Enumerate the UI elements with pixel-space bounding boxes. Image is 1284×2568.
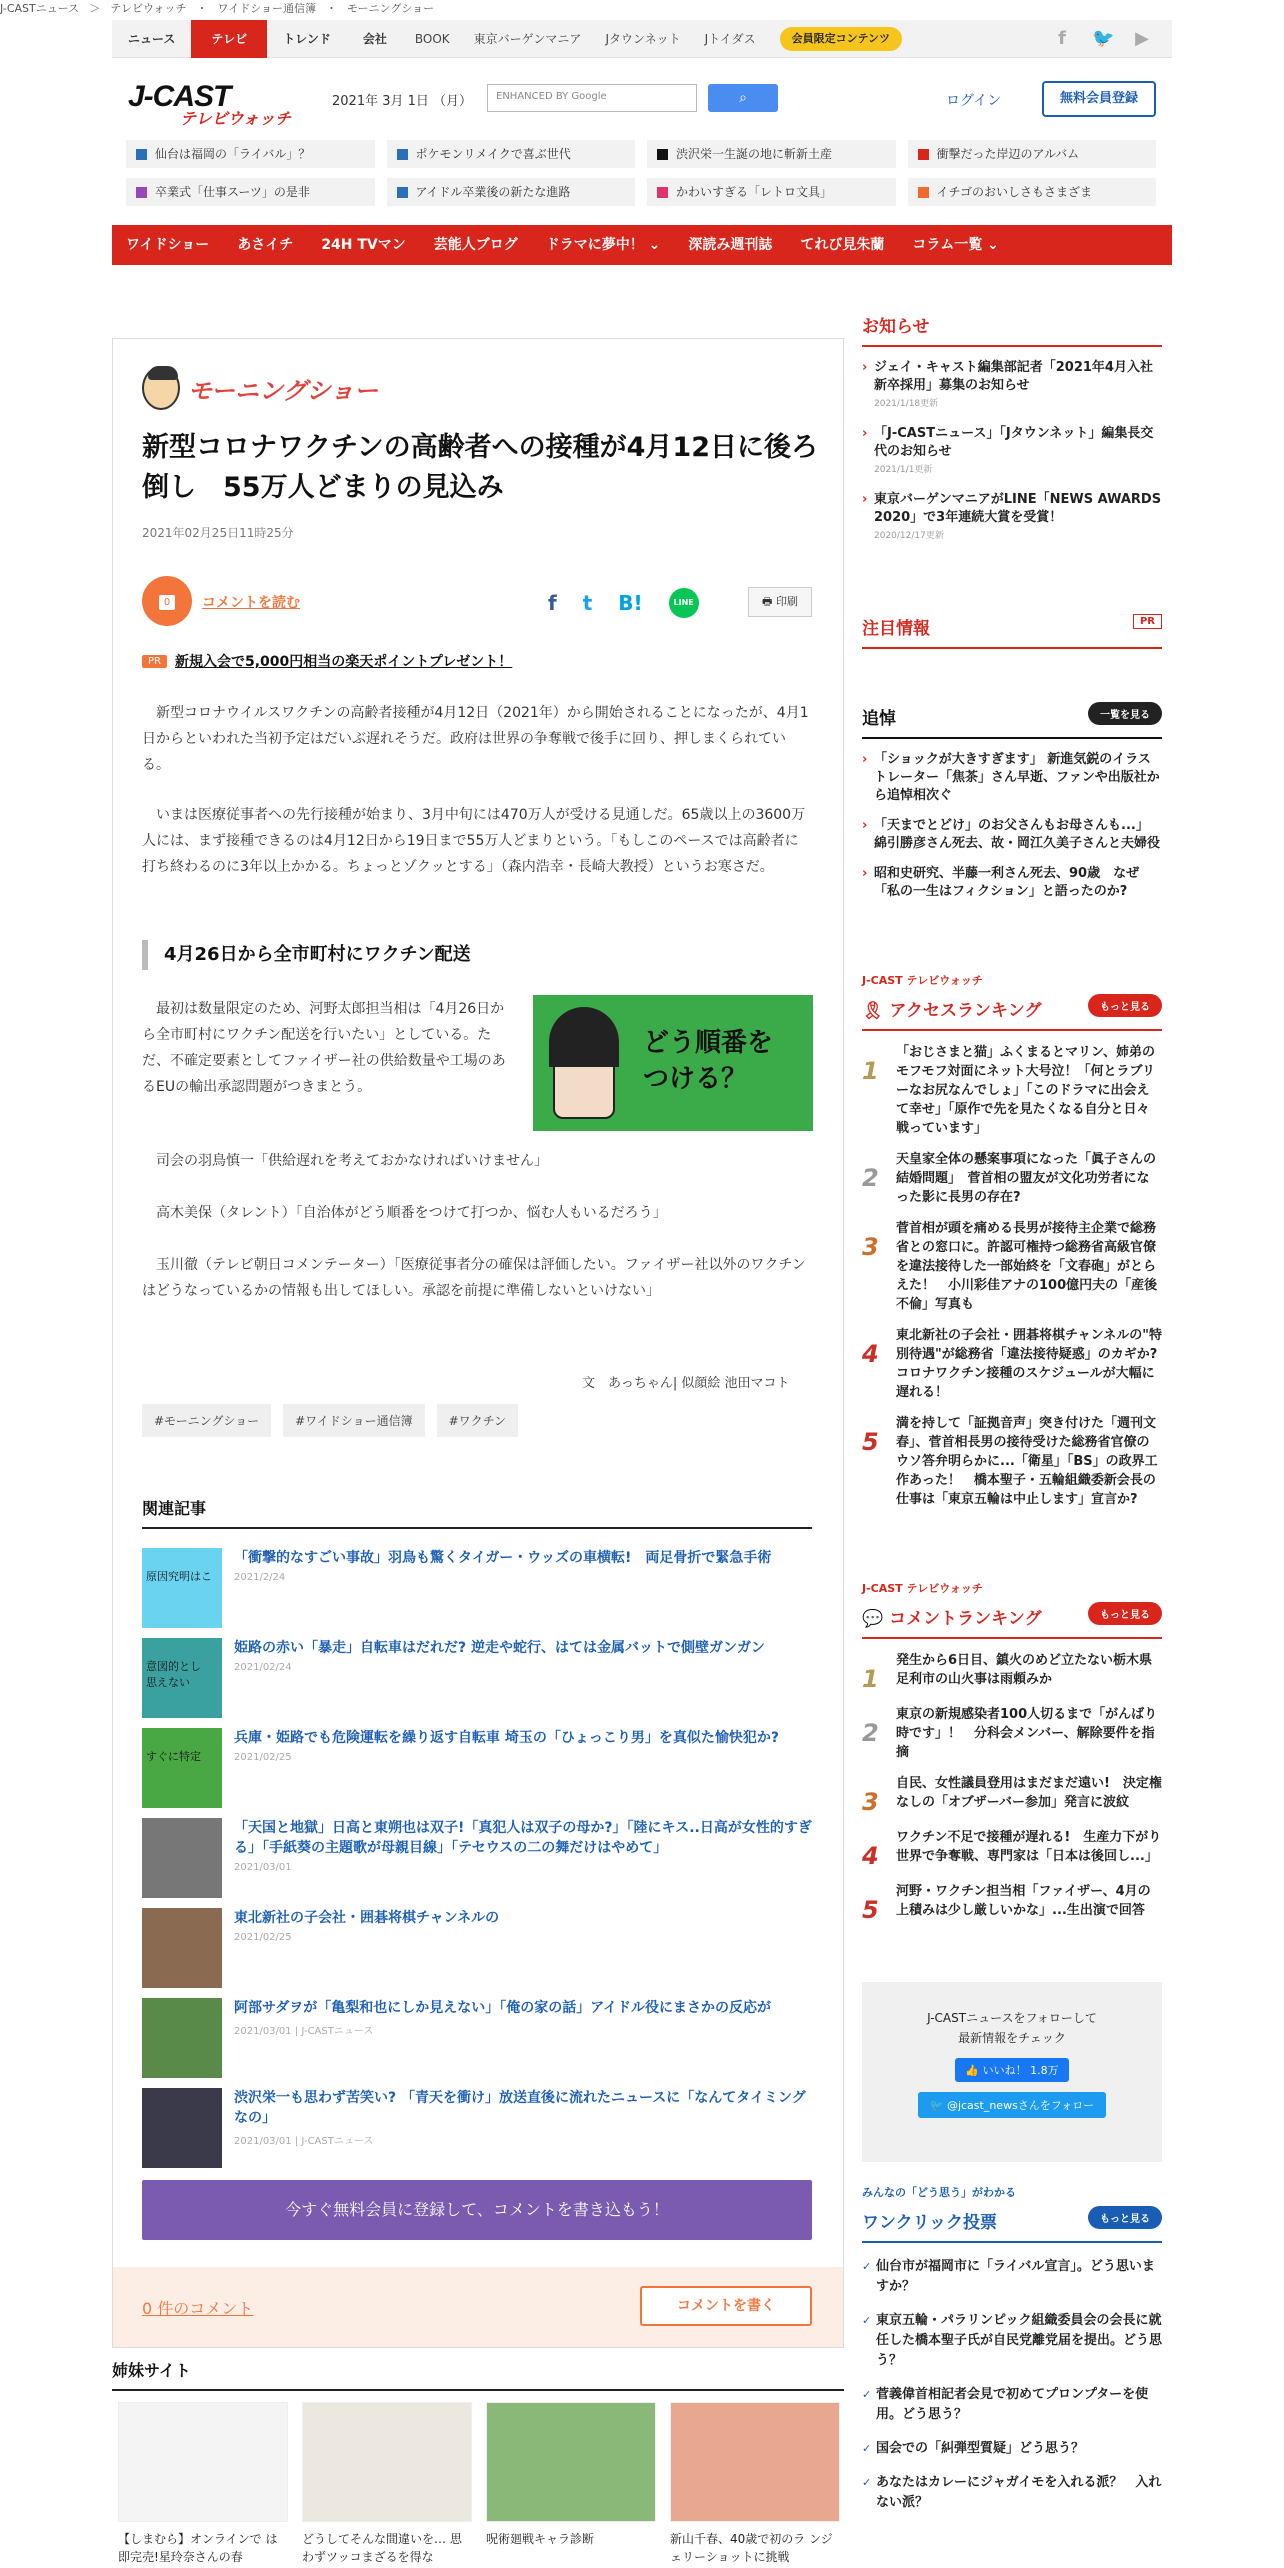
tsuito-item[interactable]: › 「ショックが大きすぎます」 新進気鋭のイラストレーター「焦茶」さん早逝、ファンや出版社から追悼相次ぐ xyxy=(862,751,1162,805)
main-menu-item[interactable]: あさイチ xyxy=(237,237,294,253)
rank-number: 2 xyxy=(862,1719,879,1747)
poll-tagline: みんなの「どう思う」がわかる xyxy=(862,2186,1016,2199)
sister-sites-heading: 姉妹サイト xyxy=(112,2358,844,2391)
related-date: 2021/03/01 | J-CASTニュース xyxy=(234,2026,374,2037)
topic-tag[interactable] xyxy=(126,140,375,168)
ranking-item[interactable] xyxy=(862,1882,1162,1924)
related-item[interactable] xyxy=(142,1908,812,1996)
comment-ranking xyxy=(862,1580,1162,1924)
main-menu-item[interactable]: 芸能人ブログ xyxy=(433,237,518,253)
topnav-item[interactable]: ニュース xyxy=(128,31,176,46)
sister-site-image xyxy=(302,2402,472,2522)
related-title[interactable]: 東北新社の子会社・囲碁将棋チャンネルの xyxy=(234,1910,500,1926)
topic-tags xyxy=(126,140,1156,206)
related-title[interactable]: 「天国と地獄」日高と東朔也は双子!「真犯人は双子の母か?」「陸にキス..日高が女性的すぎる」「手紙葵の主題歌が母親目線」「テセウスの二の舞だけはやめて」 xyxy=(234,1820,812,1856)
rank-number: 3 xyxy=(862,1788,879,1816)
topic-tag[interactable] xyxy=(647,140,896,168)
access-source: J-CAST テレビウォッチ xyxy=(862,974,983,987)
ranking-item[interactable] xyxy=(862,1150,1162,1207)
poll-section xyxy=(862,2184,1162,2513)
paragraph-4: 司会の羽鳥慎一「供給遅れを考えておかなければいけません」 xyxy=(156,1153,548,1169)
related-item[interactable] xyxy=(142,2088,812,2176)
logo-main: J-CAST xyxy=(128,80,231,113)
thumbnail-caption: 意図的とし 思えない xyxy=(146,1660,201,1689)
related-heading: 関連記事 xyxy=(142,1496,812,1529)
ranking-item[interactable] xyxy=(862,1828,1162,1870)
breadcrumb-item[interactable]: モーニングショー xyxy=(346,2,435,15)
access-ranking xyxy=(862,972,1171,1509)
login-link[interactable]: ログイン xyxy=(946,93,1002,109)
breadcrumb-separator: ＞ xyxy=(89,2,101,15)
premium-link[interactable]: 会員限定コンテンツ xyxy=(780,27,902,51)
sister-site-item[interactable] xyxy=(302,2402,472,2566)
related-text xyxy=(234,1638,765,1726)
rank-number: 4 xyxy=(862,1340,879,1368)
related-date: 2021/02/25 xyxy=(234,1932,292,1943)
ranking-title: ワクチン不足で接種が遅れる! 生産力下がり世界で争奪戦、専門家は「日本は後回し...」 xyxy=(896,1830,1162,1864)
related-item[interactable] xyxy=(142,1998,812,2086)
rank-number: 5 xyxy=(862,1428,879,1456)
related-item[interactable] xyxy=(142,1638,812,1726)
comment-rank-source: J-CAST テレビウォッチ xyxy=(862,1582,983,1595)
tag-marker-icon xyxy=(918,187,929,198)
illustration-caption: どう順番を つける？ xyxy=(643,1028,774,1094)
topnav-item[interactable]: テレビ xyxy=(191,20,267,58)
notice-text: ジェイ・キャスト編集部記者「2021年4月入社新卒採用」募集のお知らせ xyxy=(874,360,1153,393)
sister-sites xyxy=(118,2402,840,2566)
ranking-title: 発生から6日目、鎮火のめど立たない栃木県足利市の山火事は雨頼みか xyxy=(896,1653,1153,1687)
ranking-title: 東北新社の子会社・囲碁将棋チャンネルの"特別待遇"が総務省「違法接待疑惑」のカギか? コロナワクチン接種のスケジュールが大幅に遅れる！ xyxy=(896,1328,1171,1400)
facebook-like-button[interactable]: 👍 いいね！ 1.8万 xyxy=(955,2058,1068,2082)
printer-icon: 🖶 xyxy=(762,595,776,608)
poll-item[interactable]: ✓ 国会での「糾弾型質疑」どう思う？ xyxy=(862,2439,1162,2459)
topic-tag[interactable] xyxy=(387,178,636,206)
notice-date: 2020/12/17更新 xyxy=(874,531,944,541)
related-date: 2021/02/25 xyxy=(234,1752,292,1763)
related-thumbnail xyxy=(142,2088,222,2168)
tag-marker-icon xyxy=(136,149,147,160)
topic-tag[interactable] xyxy=(126,178,375,206)
related-title[interactable]: 渋沢栄一も思わず苦笑い? 「青天を衝け」放送直後に流れたニュースに「なんてタイミングなの」 xyxy=(234,2090,806,2126)
program-name: モーニングショー xyxy=(188,376,379,405)
line-share-icon[interactable]: LINE xyxy=(669,588,699,618)
notice-heading: お知らせ xyxy=(862,312,1162,347)
related-date: 2021/03/01 xyxy=(234,1862,292,1873)
rank-number: 1 xyxy=(862,1665,879,1693)
poll-item[interactable]: ✓ 東京五輪・パラリンピック組織委員会の会長に就任した橋本聖子氏が自民党離党届を提出。どう思う？ xyxy=(862,2311,1162,2371)
ranking-item[interactable] xyxy=(862,1705,1162,1762)
hashtag[interactable]: #ワクチン xyxy=(437,1404,518,1437)
caricature-icon xyxy=(142,366,180,410)
sister-site-item[interactable] xyxy=(670,2402,840,2566)
facebook-share-icon[interactable]: f xyxy=(548,591,557,615)
sister-site-item[interactable] xyxy=(118,2402,288,2566)
caricature-illustration xyxy=(533,995,813,1131)
tsuito-item[interactable]: › 昭和史研究、半藤一利さん死去、90歳 なぜ「私の一生はフィクション」と語ったのか? xyxy=(862,865,1162,901)
notice-item[interactable] xyxy=(862,359,1162,413)
sister-site-image xyxy=(118,2402,288,2522)
notice-date: 2021/1/1更新 xyxy=(874,465,933,475)
speech-bubble-icon: 💬 xyxy=(862,1609,890,1629)
related-title[interactable]: 姫路の赤い「暴走」自転車はだれだ? 逆走や蛇行、はては金属バットで側壁ガンガン xyxy=(234,1640,765,1656)
poll-item[interactable]: ✓ あなたはカレーにジャガイモを入れる派？ 入れない派？ xyxy=(862,2473,1162,2513)
related-thumbnail xyxy=(142,1548,222,1628)
sister-site-text: 新山千春、40歳で初のラ ンジェリーショットに挑戦 xyxy=(670,2532,833,2564)
logo-sub: テレビウォッチ xyxy=(180,109,292,128)
print-button[interactable] xyxy=(748,587,812,617)
access-title: アクセスランキング xyxy=(889,1001,1042,1021)
related-text xyxy=(234,1998,771,2086)
related-item[interactable] xyxy=(142,1728,812,1816)
ranking-title: 菅首相が頭を痛める長男が接待主企業で総務省との窓口に。許認可権持つ総務省高級官僚を違法接待した一部始終を「文春砲」がとらえた！ 小川彩佳アナの100億円夫の「産後不倫」写真も xyxy=(896,1221,1158,1312)
main-menu-item[interactable]: コラム一覧 ⌄ xyxy=(912,237,999,253)
related-item[interactable] xyxy=(142,1548,812,1636)
ranking-item[interactable] xyxy=(862,1651,1162,1693)
ranking-title: 河野・ワクチン担当相「ファイザー、4月の上積みは少し厳しいかな」...生出演で回答 xyxy=(896,1884,1151,1918)
topnav-item[interactable]: Jトイダス xyxy=(704,31,756,46)
related-date: 2021/02/24 xyxy=(234,1662,292,1673)
main-menu xyxy=(112,225,1172,265)
article-credit: 文 あっちゃん| 似顔絵 池田マコト xyxy=(582,1376,790,1391)
rank-number: 2 xyxy=(862,1164,879,1192)
twitter-icon[interactable]: 🐦 xyxy=(1092,27,1115,49)
related-text xyxy=(234,1818,812,1906)
comment-rank-heading xyxy=(862,1604,1162,1639)
register-button[interactable]: 無料会員登録 xyxy=(1042,81,1156,117)
thumbnail-caption: すぐに特定 xyxy=(146,1750,201,1763)
topic-tag[interactable] xyxy=(647,178,896,206)
rank-number: 4 xyxy=(862,1842,879,1870)
comment-rank-more-button[interactable]: もっと見る xyxy=(1088,1602,1162,1625)
rank-number: 3 xyxy=(862,1233,879,1261)
ranking-item[interactable] xyxy=(862,1326,1171,1402)
ranking-title: 「おじさまと猫」ふくまるとマリン、姉弟のモフモフ対面にネット大号泣！「何とラブリーなお尻なんでしょ」「このドラマに出会えて幸せ」「原作で先を見たくなる自分と日々戦っています」 xyxy=(896,1045,1155,1136)
ranking-item[interactable] xyxy=(862,1774,1162,1816)
topnav-item[interactable]: 会社 xyxy=(362,31,387,46)
topic-tag-label: 渋沢栄一生誕の地に斬新土産 xyxy=(676,147,833,161)
tag-marker-icon xyxy=(657,187,668,198)
related-thumbnail xyxy=(142,1908,222,1988)
topic-tag-label: 仙台は福岡の「ライバル」？ xyxy=(155,147,311,161)
notice-text: 東京バーゲンマニアがLINE「NEWS AWARDS 2020」で3年連続大賞を受賞！ xyxy=(874,492,1162,525)
related-title[interactable]: 阿部サダヲが「亀梨和也にしか見えない」「俺の家の話」アイドル役にまさかの反応が xyxy=(234,2000,772,2016)
read-comments-link[interactable]: コメントを読む xyxy=(202,595,300,611)
article-title: 新型コロナワクチンの高齢者への接種が4月12日に後ろ倒し 55万人どまりの見込み xyxy=(142,432,819,503)
facebook-icon[interactable]: f xyxy=(1058,27,1066,49)
print-label: 印刷 xyxy=(775,595,798,608)
topnav-item[interactable]: 東京バーゲンマニア xyxy=(473,31,582,46)
topic-tag[interactable] xyxy=(908,140,1157,168)
related-thumbnail xyxy=(142,1818,222,1898)
topic-tag[interactable] xyxy=(387,140,636,168)
poll-more-button[interactable]: もっと見る xyxy=(1088,2206,1162,2229)
section-heading: 4月26日から全市町村にワクチン配送 xyxy=(142,940,810,970)
ranking-item[interactable] xyxy=(862,1219,1162,1314)
caricature-face xyxy=(553,1009,615,1119)
tag-marker-icon xyxy=(397,149,408,160)
related-thumbnail xyxy=(142,1638,222,1718)
paragraph-5: 高木美保（タレント）「自治体がどう順番をつけて打つか、悩む人もいるだろう」 xyxy=(156,1205,667,1221)
poll-title: ワンクリック投票 xyxy=(862,2213,997,2233)
comment-count-badge[interactable] xyxy=(142,576,192,626)
topic-tag-label: アイドル卒業後の新たな進路 xyxy=(415,185,571,199)
ranking-item[interactable] xyxy=(862,1414,1162,1509)
topic-tag-label: かわいすぎる「レトロ文具」 xyxy=(676,185,833,199)
rank-number: 1 xyxy=(862,1057,879,1085)
article-date: 2021年02月25日11時25分 xyxy=(142,526,294,540)
access-heading xyxy=(862,996,1162,1031)
top-nav xyxy=(112,20,1172,58)
sister-site-text: どうしてそんな間違いを… 思わずツッコまざるを得な xyxy=(302,2532,462,2564)
tsuito-section xyxy=(862,704,1162,901)
pr-banner[interactable] xyxy=(142,651,512,671)
comment-count-suffix: 件のコメント xyxy=(152,2299,254,2318)
poll-heading xyxy=(862,2208,1162,2243)
comment-rank-title: コメントランキング xyxy=(889,1609,1042,1629)
topic-tag[interactable] xyxy=(908,178,1157,206)
main-menu-item[interactable]: ワイドショー xyxy=(126,237,210,253)
sister-site-image xyxy=(486,2402,656,2522)
related-date: 2021/03/01 | J-CASTニュース xyxy=(234,2136,374,2147)
ribbon-icon: 🎗 xyxy=(862,1001,890,1021)
tsuito-item[interactable]: › 「天までとどけ」のお父さんもお母さんも...」 綿引勝彦さん死去、故・岡江久美子さんと夫婦役 xyxy=(862,817,1162,853)
ranking-title: 天皇家全体の懸案事項になった「眞子さんの結婚問題」 菅首相の盟友が文化功労者になった影に長男の存在? xyxy=(896,1152,1157,1205)
pr-badge: PR xyxy=(142,655,167,668)
topic-tag-label: 衝撃だった岸辺のアルバム xyxy=(936,147,1080,161)
breadcrumb-item[interactable]: ワイドショー通信簿 xyxy=(217,2,316,15)
search-input[interactable]: ENHANCED BY Google xyxy=(487,84,697,112)
paragraph-1: 新型コロナウイルスワクチンの高齢者接種が4月12日（2021年）から開始されることになったが、4月1日からといわれた当初予定はだいぶ遅れそうだ。政府は世界の争奪戦で後手に回り、押しまくられている。 xyxy=(142,705,809,773)
tag-marker-icon xyxy=(657,149,668,160)
related-text xyxy=(234,1728,779,1816)
notice-item[interactable] xyxy=(862,425,1162,479)
attention-title: 注目情報 xyxy=(862,619,930,639)
notice-section xyxy=(862,312,1162,545)
tag-marker-icon xyxy=(918,149,929,160)
tsuito-more-button[interactable]: 一覧を見る xyxy=(1088,702,1162,725)
paragraph-2: いまは医療従事者への先行接種が始まり、3月中旬には470万人が受ける見通しだ。65歳以上の3600万人には、まず接種できるのは4月12日から19日まで55万人どまりという。「もしこのペースでは高齢者に打ち終わるのに3年以上かかる。ちょっとゾクッとする」（森内浩幸・長崎大教授）というお寒さだ。 xyxy=(142,807,806,875)
rank-number: 5 xyxy=(862,1896,879,1924)
topnav-item[interactable]: BOOK xyxy=(414,31,450,46)
tag-marker-icon xyxy=(397,187,408,198)
comment-total: 0 xyxy=(142,2299,153,2318)
main-menu-item[interactable]: ドラマに夢中！ ⌄ xyxy=(545,237,661,253)
sister-site-text: 【しまむら】オンラインで は即完売!星玲奈さんの春 xyxy=(118,2532,278,2564)
related-title[interactable]: 兵庫・姫路でも危険運転を繰り返す自転車 埼玉の「ひょっこり男」を真似た愉快犯か? xyxy=(234,1730,779,1746)
program-badge xyxy=(142,366,378,410)
comment-count: 0 xyxy=(159,595,175,610)
sister-site-text: 呪術廻戦キャラ診断 xyxy=(486,2532,595,2546)
attention-pr-badge: PR xyxy=(1133,614,1162,629)
twitter-share-icon[interactable]: t xyxy=(582,591,593,615)
tsuito-heading xyxy=(862,704,1162,739)
topic-tag-label: 卒業式「仕事スーツ」の是非 xyxy=(155,185,310,199)
comment-count-link[interactable] xyxy=(142,2296,253,2319)
breadcrumb-separator: ・ xyxy=(196,2,208,15)
paragraph-6: 玉川徹（テレビ朝日コメンテーター）「医療従事者分の確保は評価したい。ファイザー社以外のワクチンはどうなっているかの情報も出してほしい。承認を前提に準備しないといけない」 xyxy=(142,1257,806,1299)
notice-item[interactable] xyxy=(862,491,1162,545)
related-item[interactable] xyxy=(142,1818,812,1906)
paragraph-3: 最初は数量限定のため、河野太郎担当相は「4月26日から全市町村にワクチン配送を行いたい」としている。ただ、不確定要素としてファイザー社の供給数量や工場のあるEUの輸出承認問題がつきまとう。 xyxy=(142,1001,506,1095)
breadcrumb xyxy=(0,0,1284,16)
hashtag[interactable]: #ワイドショー通信簿 xyxy=(283,1404,424,1437)
topnav-item[interactable]: トレンド xyxy=(283,31,331,46)
attention-section xyxy=(862,614,1162,649)
related-title[interactable]: 「衝撃的なすごい事故」羽鳥も驚くタイガー・ウッズの車横転! 両足骨折で緊急手術 xyxy=(234,1550,772,1566)
topnav-item[interactable]: Jタウンネット xyxy=(605,31,681,46)
breadcrumb-item[interactable]: J-CASTニュース xyxy=(0,2,80,15)
main-menu-item[interactable]: 深読み週刊誌 xyxy=(688,237,773,253)
main-menu-item[interactable]: 24H TVマン xyxy=(321,237,406,253)
ranking-title: 自民、女性議員登用はまだまだ遠い! 決定権なしの「オブザーバー参加」発言に波紋 xyxy=(896,1776,1162,1810)
tsuito-title: 追悼 xyxy=(862,709,896,729)
follow-line-2: 最新情報をチェック xyxy=(958,2031,1066,2045)
thumbnail-caption: 原因究明はこ xyxy=(146,1570,212,1583)
hashtag-list xyxy=(142,1404,518,1437)
related-text xyxy=(234,1548,771,1636)
notice-text: 「J-CASTニュース」「Jタウンネット」編集長交代のお知らせ xyxy=(874,426,1154,459)
youtube-icon[interactable]: ▶ xyxy=(1135,27,1149,49)
access-more-button[interactable]: もっと見る xyxy=(1088,994,1162,1017)
follow-line-1: J-CASTニュースをフォローして xyxy=(927,2011,1097,2025)
breadcrumb-separator: ・ xyxy=(325,2,337,15)
social-links xyxy=(1052,29,1172,49)
twitter-follow-button[interactable]: 🐦 @jcast_newsさんをフォロー xyxy=(918,2092,1107,2118)
breadcrumb-item[interactable]: テレビウォッチ xyxy=(110,2,187,15)
tag-marker-icon xyxy=(136,187,147,198)
site-logo[interactable] xyxy=(128,80,318,128)
ranking-title: 満を持して「証拠音声」突き付けた「週刊文春」、菅首相長男の接待受けた総務省官僚のウソ答弁明らかに...「衛星」「BS」の政界工作あった！ 橋本聖子・五輪組織委新会長の仕事は「東京五輪は中止します」宣言か? xyxy=(896,1416,1158,1507)
topic-tag-label: ポケモンリメイクで喜ぶ世代 xyxy=(415,147,571,161)
related-text xyxy=(234,1908,499,1996)
notice-date: 2021/1/18更新 xyxy=(874,399,939,409)
related-thumbnail xyxy=(142,1998,222,2078)
sister-site-image xyxy=(670,2402,840,2522)
pr-text: 新規入会で5,000円相当の楽天ポイントプレゼント！ xyxy=(174,654,513,670)
topic-tag-label: イチゴのおいしさもさまざま xyxy=(936,185,1093,199)
search-icon: ⌕ xyxy=(739,90,747,106)
related-thumbnail xyxy=(142,1728,222,1808)
main-menu-item[interactable]: てれび見朱蘭 xyxy=(800,237,885,253)
related-text xyxy=(234,2088,812,2176)
poll-item[interactable]: ✓ 菅義偉首相記者会見で初めてプロンプターを使用。どう思う？ xyxy=(862,2385,1162,2425)
search-button[interactable] xyxy=(708,84,778,112)
related-date: 2021/2/24 xyxy=(234,1572,286,1583)
follow-box xyxy=(862,1982,1162,2162)
hatena-share-icon[interactable]: B! xyxy=(618,591,643,615)
ranking-title: 東京の新規感染者100人切るまで「がんばり時です」！ 分科会メンバー、解除要件を指摘 xyxy=(896,1707,1158,1760)
hashtag[interactable]: #モーニングショー xyxy=(142,1404,271,1437)
ranking-item[interactable] xyxy=(862,1043,1162,1138)
attention-heading xyxy=(862,614,1162,649)
register-cta-button[interactable]: 今すぐ無料会員に登録して、コメントを書き込もう！ xyxy=(142,2180,812,2240)
poll-item[interactable]: ✓ 仙台市が福岡市に「ライバル宣言」。どう思いますか？ xyxy=(862,2257,1162,2297)
sister-site-item[interactable] xyxy=(486,2402,656,2566)
current-date: 2021年 3月 1日 （月） xyxy=(332,94,473,109)
share-buttons xyxy=(548,588,699,618)
write-comment-button[interactable]: コメントを書く xyxy=(640,2286,812,2326)
